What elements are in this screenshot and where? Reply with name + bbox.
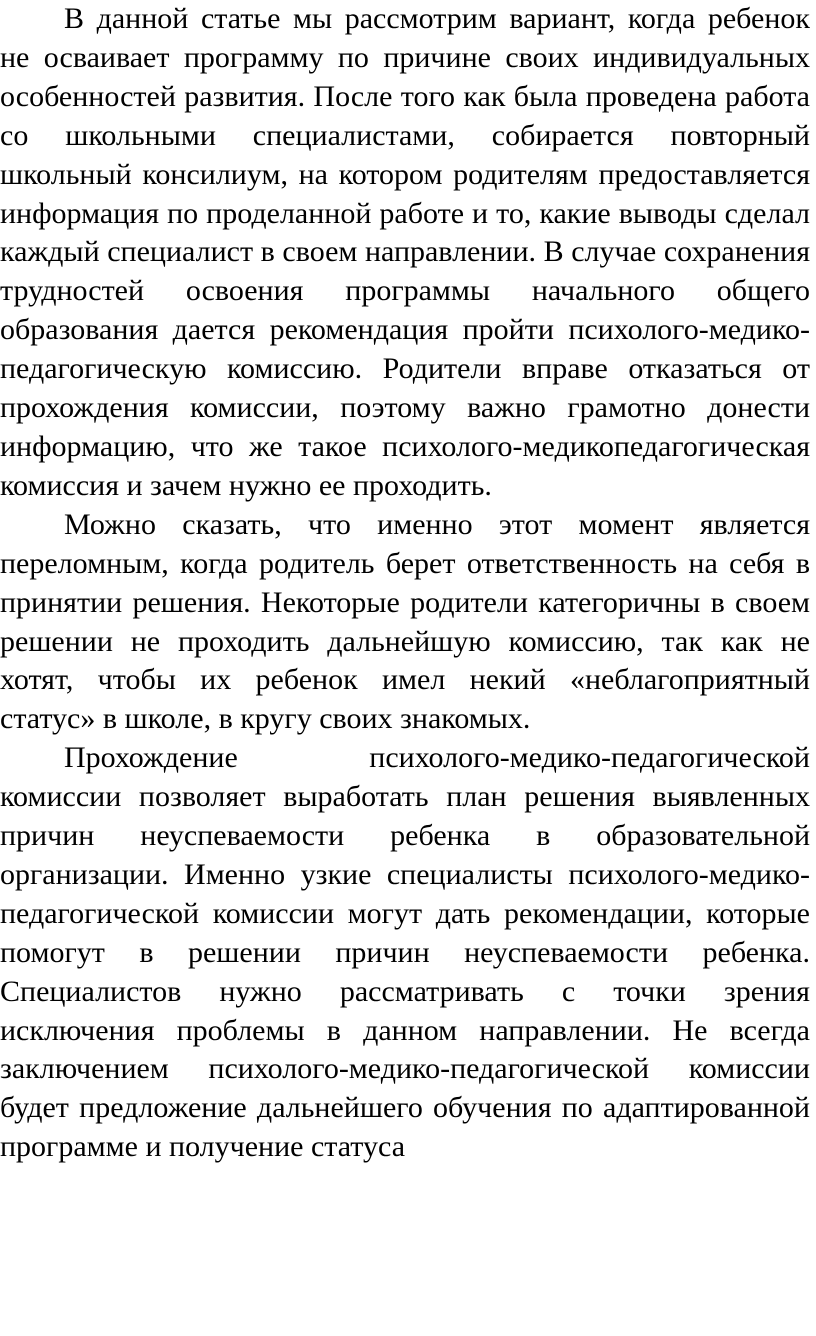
paragraph-3: Прохождение психолого-медико-педагогической комиссии позволяет выработать план решения выявленных причин неуспеваемости ребенка в образовательной организации. Именно узкие специалисты психолого-медико-педагогической комиссии могут дать рекомендации, которые помогут в решении причин неуспеваемости ребенка. Специалистов нужно рассматривать с точки зрения исключения проблемы в данном направлении. Не всегда заключением психолого-медико-педагогической комиссии будет предложение дальнейшего обучения по адаптированной программе и получение статуса: [0, 741, 810, 1164]
paragraph-1: В данной статье мы рассмотрим вариант, когда ребенок не осваивает программу по причине своих индивидуальных особенностей развития. После того как была проведена работа со школьными специалистами, собирается повторный школьный консилиум, на котором родителям предоставляется информация по проделанной работе и то, какие выводы сделал каждый специалист в своем направлении. В случае сохранения трудностей освоения программы начального общего образования дается рекомендация пройти психолого-медико-педагогическую комиссию. Родители вправе отказаться от прохождения комиссии, поэтому важно грамотно донести информацию, что же такое психолого-медикопедагогическая комиссия и зачем нужно ее проходить.: [0, 2, 810, 502]
paragraph-2: Можно сказать, что именно этот момент является переломным, когда родитель берет ответственность на себя в принятии решения. Некоторые родители категоричны в своем решении не проходить дальнейшую комиссию, так как не хотят, чтобы их ребенок имел некий «неблагоприятный статус» в школе, в кругу своих знакомых.: [0, 507, 810, 736]
